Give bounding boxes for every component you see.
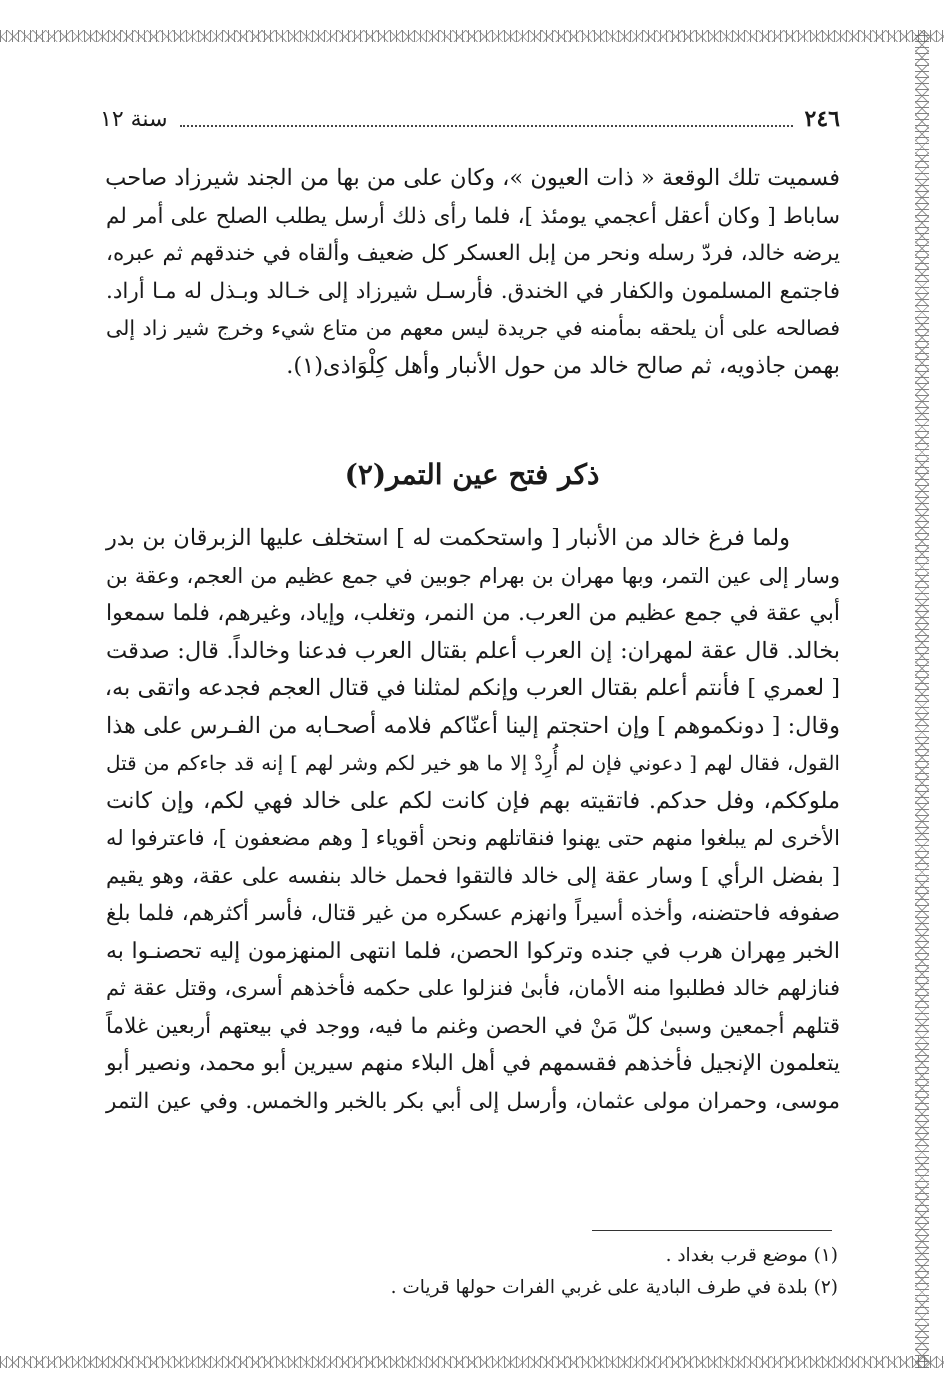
text-line: يتعلمون الإنجيل فأخذهم فقسمهم في أهل البلاء منهم سيرين أبو محمد، ونصير أبو [106, 1051, 840, 1076]
text-line: الأخرى لم يبلغوا منهم حتى يهنوا فنقاتلهم ونحن أقوياء [ وهم مضعفون ]، فاعترفوا له [106, 826, 840, 850]
text-line: وقال: [ دونكموهم ] وإن احتجتم إلينا أعنّاكم فلامه أصحـابه من الفـرس على هذا [106, 712, 840, 739]
text-line: فاجتمع المسلمون والكفار في الخندق. فأرسـل شيرزاد إلى خـالد وبـذل له مـا أراد. [106, 278, 840, 304]
decorative-border-bottom [0, 1356, 944, 1368]
text-line: قتلهم أجمعين وسبىٰ كلّ مَنْ في الحصن وغنم ما فيه، ووجد في بيعتهم أربعين غلاماً [106, 1013, 840, 1039]
page-number: ٢٤٦ [804, 106, 840, 132]
text-line: موسى، وحمران مولى عثمان، وأرسل إلى أبي بكر بالخبر والخمس. وفي عين التمر [106, 1088, 840, 1114]
text-line: فنازلهم خالد فطلبوا منه الأمان، فأبىٰ فنزلوا على حكمه فأخذهم أسرى، وقتل عقة ثم [106, 976, 840, 1000]
header-year: سنة ١٢ [100, 106, 168, 132]
footnotes [104, 1240, 838, 1304]
header-dotted-leader [180, 111, 793, 127]
paragraph-2 [106, 520, 840, 1120]
text-line: [ بفضل الرأي ] وسار عقة إلى خالد فالتقوا فحمل خالد بنفسه على عقة، وهو يقيم [106, 863, 840, 889]
footnote-2: (٢) بلدة في طرف البادية على غربي الفرات حولها قريات . [390, 1277, 838, 1298]
section-heading: ذكر فتح عين التمر(٢) [344, 458, 600, 491]
footnote-separator [592, 1230, 832, 1231]
text-line: بخالد. قال عقة لمهران: إن العرب أعلم بقتال العرب فدعنا وخالداً. قال: صدقت [106, 637, 840, 664]
text-line: صفوفه فاحتضنه، وأخذه أسيراً وانهزم عسكره من غير قتال، فأسر أكثرهم، فلما بلغ [106, 901, 840, 926]
text-line: بهمن جاذويه، ثم صالح خالد من حول الأنبار وأهل كِلْوَاذى(١). [286, 352, 840, 379]
text-line: أبي عقة في جمع عظيم من العرب. من النمر، وتغلب، وإياد، وغيرهم، فلما سمعوا [106, 601, 840, 626]
text-line: ملوككم، وفل حدكم. فاتقيته بهم فإن كانت لكم على خالد فهي لكم، وإن كانت [106, 787, 840, 814]
text-line: وسار إلى عين التمر، وبها مهران بن بهرام جوبين في جمع عظيم من العجم، وعقة بن [106, 563, 840, 588]
decorative-border-right [915, 30, 929, 1368]
text-line: الخبر مِهران هرب في جنده وتركوا الحصن، فلما انتهى المنهزمون إليه تحصنـوا به [106, 938, 840, 964]
footnote-1: (١) موضع قرب بغداد . [665, 1245, 838, 1266]
paragraph-1 [106, 160, 840, 385]
text-line: ولما فرغ خالد من الأنبار [ واستحكمت له ] استخلف عليها الزبرقان بن بدر [106, 525, 790, 551]
text-line: فصالحه على أن يلحقه بمأمنه في جريدة ليس معهم من متاع شيء وخرج شير زاد إلى [106, 316, 840, 340]
text-line: يرضه خالد، فردّ رسله ونحر من إبل العسكر كل ضعيف وألقاه في خندقهم ثم عبره، [106, 241, 840, 266]
text-line: ساباط [ وكان أعقل أعجمي يومئذ ]، فلما رأى ذلك أرسل يطلب الصلح على أمر لم [106, 203, 840, 229]
text-line: فسميت تلك الوقعة « ذات العيون »، وكان على من بها من الجند شيرزاد صاحب [105, 165, 840, 191]
running-header [100, 104, 840, 134]
decorative-border-top [0, 30, 944, 42]
text-line: [ لعمري ] فأنتم أعلم بقتال العرب وإنكم لمثلنا في قتال العجم فجدعه واتقى به، [104, 675, 840, 701]
text-line: القول، فقال لهم [ دعوني فإن لم أُرِدْ إلا ما هو خير لكم وشر لهم ] إنه قد جاءكم من قتل [106, 751, 840, 775]
